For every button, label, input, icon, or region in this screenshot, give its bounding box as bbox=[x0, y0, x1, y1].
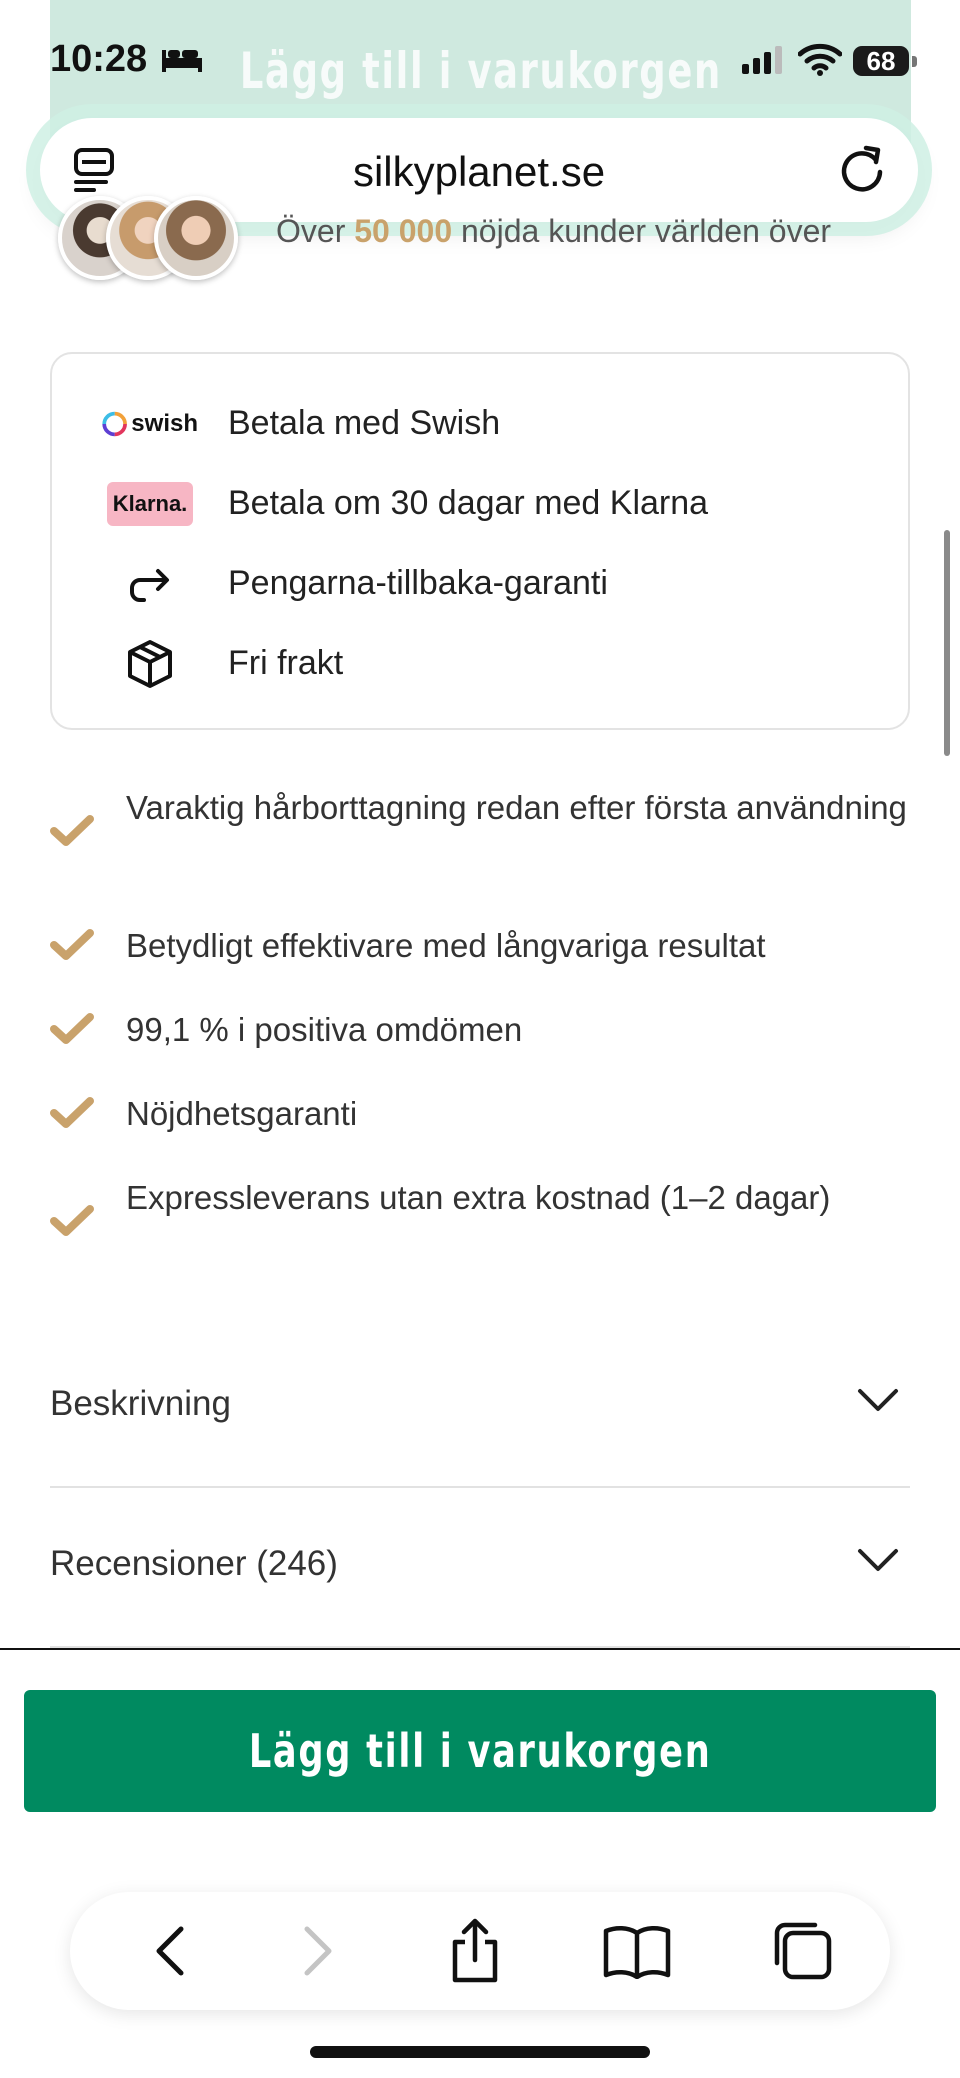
benefit-text: Nöjdhetsgaranti bbox=[126, 1095, 358, 1132]
payment-label: Betala om 30 dagar med Klarna bbox=[228, 484, 709, 522]
payment-row-swish bbox=[52, 394, 908, 454]
social-proof-prefix: Över bbox=[276, 213, 355, 249]
tabs-button[interactable] bbox=[766, 1914, 840, 1988]
check-icon bbox=[50, 1012, 94, 1046]
check-icon bbox=[50, 1096, 94, 1130]
tabs-icon[interactable] bbox=[771, 1919, 835, 1983]
scrollbar[interactable] bbox=[944, 530, 950, 756]
check-icon bbox=[50, 1204, 94, 1238]
benefit-text: Expressleverans utan extra kostnad (1–2 dagar) bbox=[126, 1179, 831, 1216]
social-proof-number: 50 000 bbox=[354, 213, 453, 249]
sticky-divider bbox=[0, 1648, 960, 1650]
forward-icon[interactable] bbox=[297, 1923, 337, 1979]
accordion-reviews[interactable] bbox=[50, 1486, 910, 1648]
add-to-cart-button[interactable] bbox=[24, 1690, 936, 1812]
payment-options-box bbox=[50, 352, 910, 730]
return-arrow-icon-wrap bbox=[102, 554, 198, 614]
swish-icon bbox=[102, 407, 127, 441]
forward-button[interactable] bbox=[280, 1914, 354, 1988]
accordion-label[interactable]: Recensioner (246) bbox=[50, 1544, 338, 1583]
box-icon bbox=[126, 639, 174, 689]
status-time: 10:28 bbox=[50, 38, 148, 80]
wifi-icon bbox=[798, 42, 842, 76]
social-proof-suffix: nöjda kunder världen över bbox=[452, 213, 832, 249]
return-arrow-icon bbox=[128, 564, 172, 604]
share-button[interactable] bbox=[438, 1914, 512, 1988]
klarna-logo bbox=[102, 474, 198, 534]
accordion-label[interactable]: Beskrivning bbox=[50, 1384, 231, 1423]
add-to-cart-label[interactable]: Lägg till i varukorgen bbox=[248, 1724, 712, 1778]
benefit-text: Betydligt effektivare med långvariga resultat bbox=[126, 927, 766, 964]
klarna-badge: Klarna. bbox=[107, 482, 193, 526]
swish-logo bbox=[102, 394, 198, 454]
swish-wordmark: swish bbox=[131, 410, 198, 437]
benefit-text: Varaktig hårborttagning redan efter första användning bbox=[126, 789, 907, 826]
avatar bbox=[154, 196, 238, 280]
back-icon[interactable] bbox=[151, 1923, 191, 1979]
home-indicator bbox=[310, 2046, 650, 2058]
bed-icon bbox=[162, 44, 202, 72]
payment-row-klarna bbox=[52, 474, 908, 534]
ghost-cta-label: Lägg till i varukorgen bbox=[239, 42, 722, 100]
payment-row-free-shipping bbox=[52, 634, 908, 694]
browser-toolbar bbox=[70, 1892, 890, 2010]
back-button[interactable] bbox=[134, 1914, 208, 1988]
battery-indicator: 68 bbox=[853, 46, 909, 76]
social-proof-text bbox=[276, 208, 896, 254]
check-icon bbox=[50, 814, 94, 848]
payment-label: Pengarna-tillbaka-garanti bbox=[228, 564, 608, 602]
payment-label: Betala med Swish bbox=[228, 404, 501, 442]
box-icon-wrap bbox=[102, 634, 198, 694]
payment-label: Fri frakt bbox=[228, 644, 344, 682]
battery-tip bbox=[912, 56, 917, 67]
payment-row-money-back bbox=[52, 554, 908, 614]
chevron-down-icon[interactable] bbox=[856, 1386, 900, 1414]
signal-icon bbox=[742, 46, 784, 74]
reload-icon[interactable] bbox=[836, 142, 888, 194]
chevron-down-icon[interactable] bbox=[856, 1546, 900, 1574]
check-icon bbox=[50, 928, 94, 962]
status-bar bbox=[0, 0, 960, 110]
bookmarks-icon[interactable] bbox=[602, 1923, 672, 1979]
url-domain[interactable]: silkyplanet.se bbox=[352, 148, 606, 195]
benefit-text: 99,1 % i positiva omdömen bbox=[126, 1011, 523, 1048]
share-icon[interactable] bbox=[447, 1918, 503, 1984]
bookmarks-button[interactable] bbox=[600, 1914, 674, 1988]
accordion-description[interactable] bbox=[50, 1326, 910, 1488]
customer-avatars bbox=[58, 196, 238, 288]
